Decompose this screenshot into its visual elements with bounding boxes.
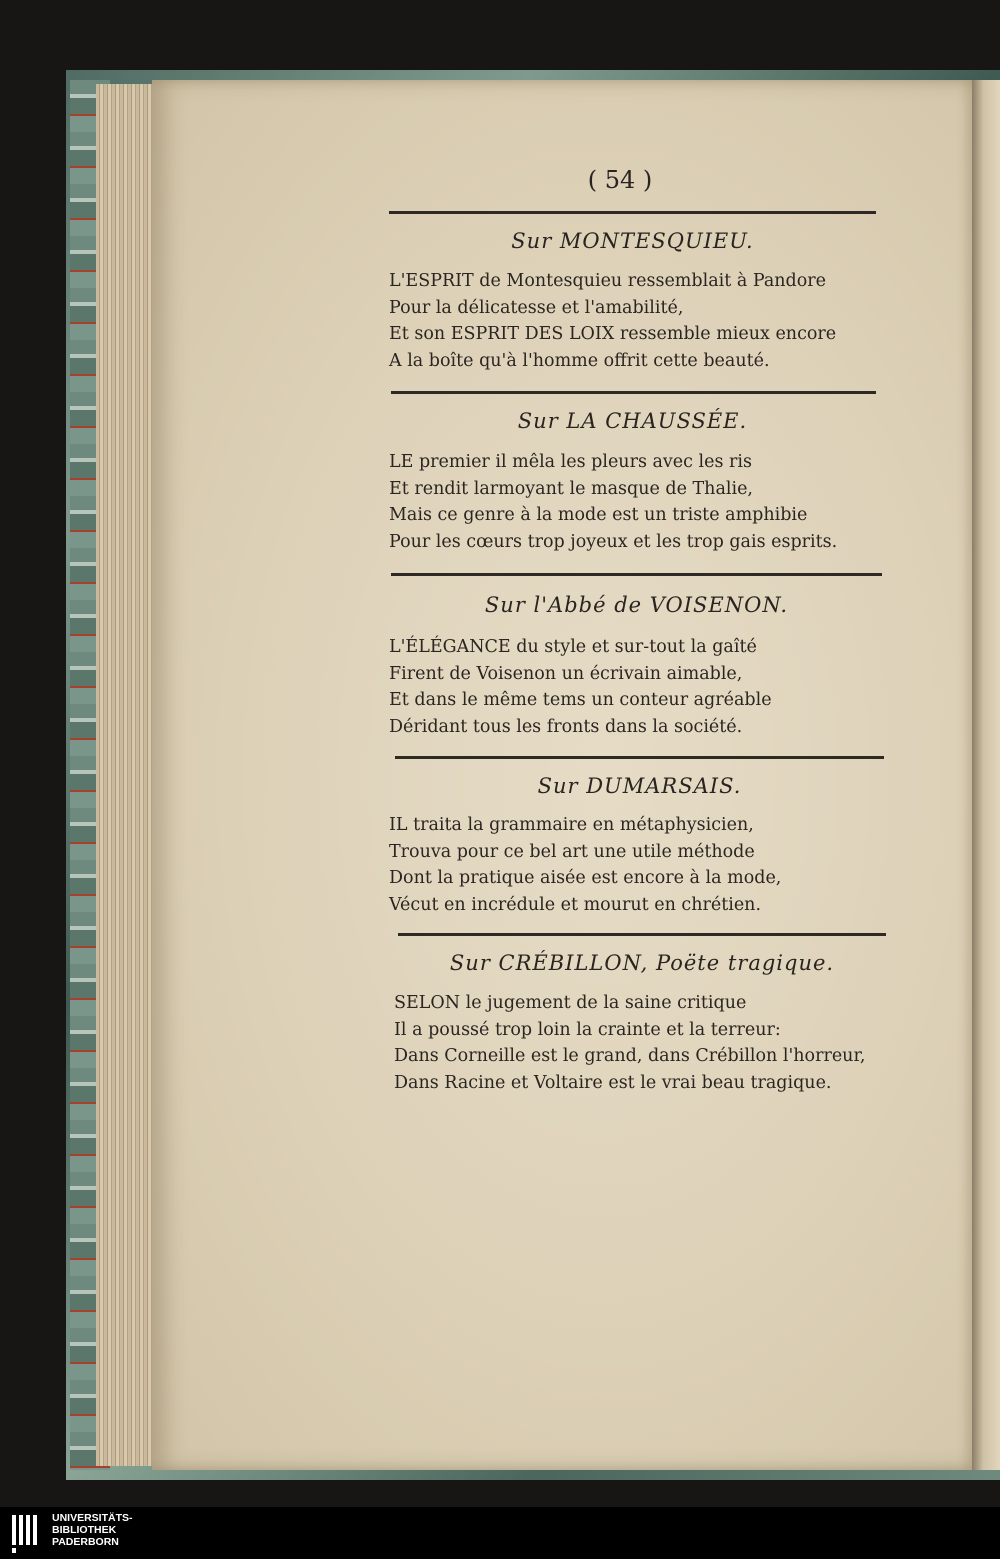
verse-line: Et dans le même tems un conteur agréable [389, 690, 772, 710]
verse-block [394, 990, 914, 1096]
book-gutter [972, 80, 1000, 1470]
section-heading: Sur MONTESQUIEU. [511, 229, 754, 253]
verse-line: Vécut en incrédule et mourut en chrétien. [389, 894, 762, 915]
library-logo-icon [10, 1513, 44, 1555]
section-heading: Sur LA CHAUSSÉE. [517, 409, 748, 433]
logo-line: BIBLIOTHEK [52, 1524, 117, 1536]
verse-line: Il a poussé trop loin la crainte et la terreur: [394, 1019, 781, 1040]
verse-block [389, 634, 909, 740]
section-rule [391, 391, 876, 394]
section-heading: Sur DUMARSAIS. [537, 774, 742, 798]
footer-bar [0, 1507, 1000, 1559]
section-rule [398, 933, 886, 936]
verse-line: Et son ESPRIT DES LOIX ressemble mieux encore [389, 324, 837, 344]
verse-line: LE premier il mêla les pleurs avec les ris [389, 452, 752, 472]
verse-line: SELON le jugement de la saine critique [394, 993, 747, 1013]
verse-line: Firent de Voisenon un écrivain aimable, [389, 663, 743, 684]
page-number: ( 54 ) [587, 166, 653, 194]
section-heading: Sur l'Abbé de VOISENON. [484, 593, 789, 617]
verse-line: Et rendit larmoyant le masque de Thalie, [389, 478, 753, 499]
verse-block [389, 812, 909, 918]
verse-line: Pour la délicatesse et l'amabilité, [389, 297, 684, 318]
verse-line: Déridant tous les fronts dans la société. [389, 716, 743, 737]
logo-line: UNIVERSITÄTS- [52, 1512, 133, 1524]
section-rule [395, 756, 884, 759]
verse-line: Pour les cœurs trop joyeux et les trop gais esprits. [389, 531, 838, 552]
verse-line: Dans Racine et Voltaire est le vrai beau tragique. [394, 1072, 832, 1093]
verse-line: Trouva pour ce bel art une utile méthode [389, 841, 755, 862]
section-rule [391, 573, 882, 576]
section-rule [389, 211, 876, 214]
verse-line: L'ESPRIT de Montesquieu ressemblait à Pandore [389, 271, 826, 291]
verse-block [389, 449, 909, 555]
verse-line: Mais ce genre à la mode est un triste amphibie [389, 505, 808, 525]
verse-line: IL traita la grammaire en métaphysicien, [389, 815, 754, 835]
verse-line: Dans Corneille est le grand, dans Crébillon l'horreur, [394, 1046, 866, 1066]
verse-line: L'ÉLÉGANCE du style et sur-tout la gaîté [389, 637, 757, 657]
section-heading: Sur CRÉBILLON, Poëte tragique. [449, 951, 835, 975]
logo-line: PADERBORN [52, 1536, 119, 1548]
library-logo-text [52, 1512, 133, 1548]
verse-line: Dont la pratique aisée est encore à la mode, [389, 868, 782, 888]
verse-block [389, 268, 909, 374]
verse-line: A la boîte qu'à l'homme offrit cette beauté. [389, 350, 770, 371]
